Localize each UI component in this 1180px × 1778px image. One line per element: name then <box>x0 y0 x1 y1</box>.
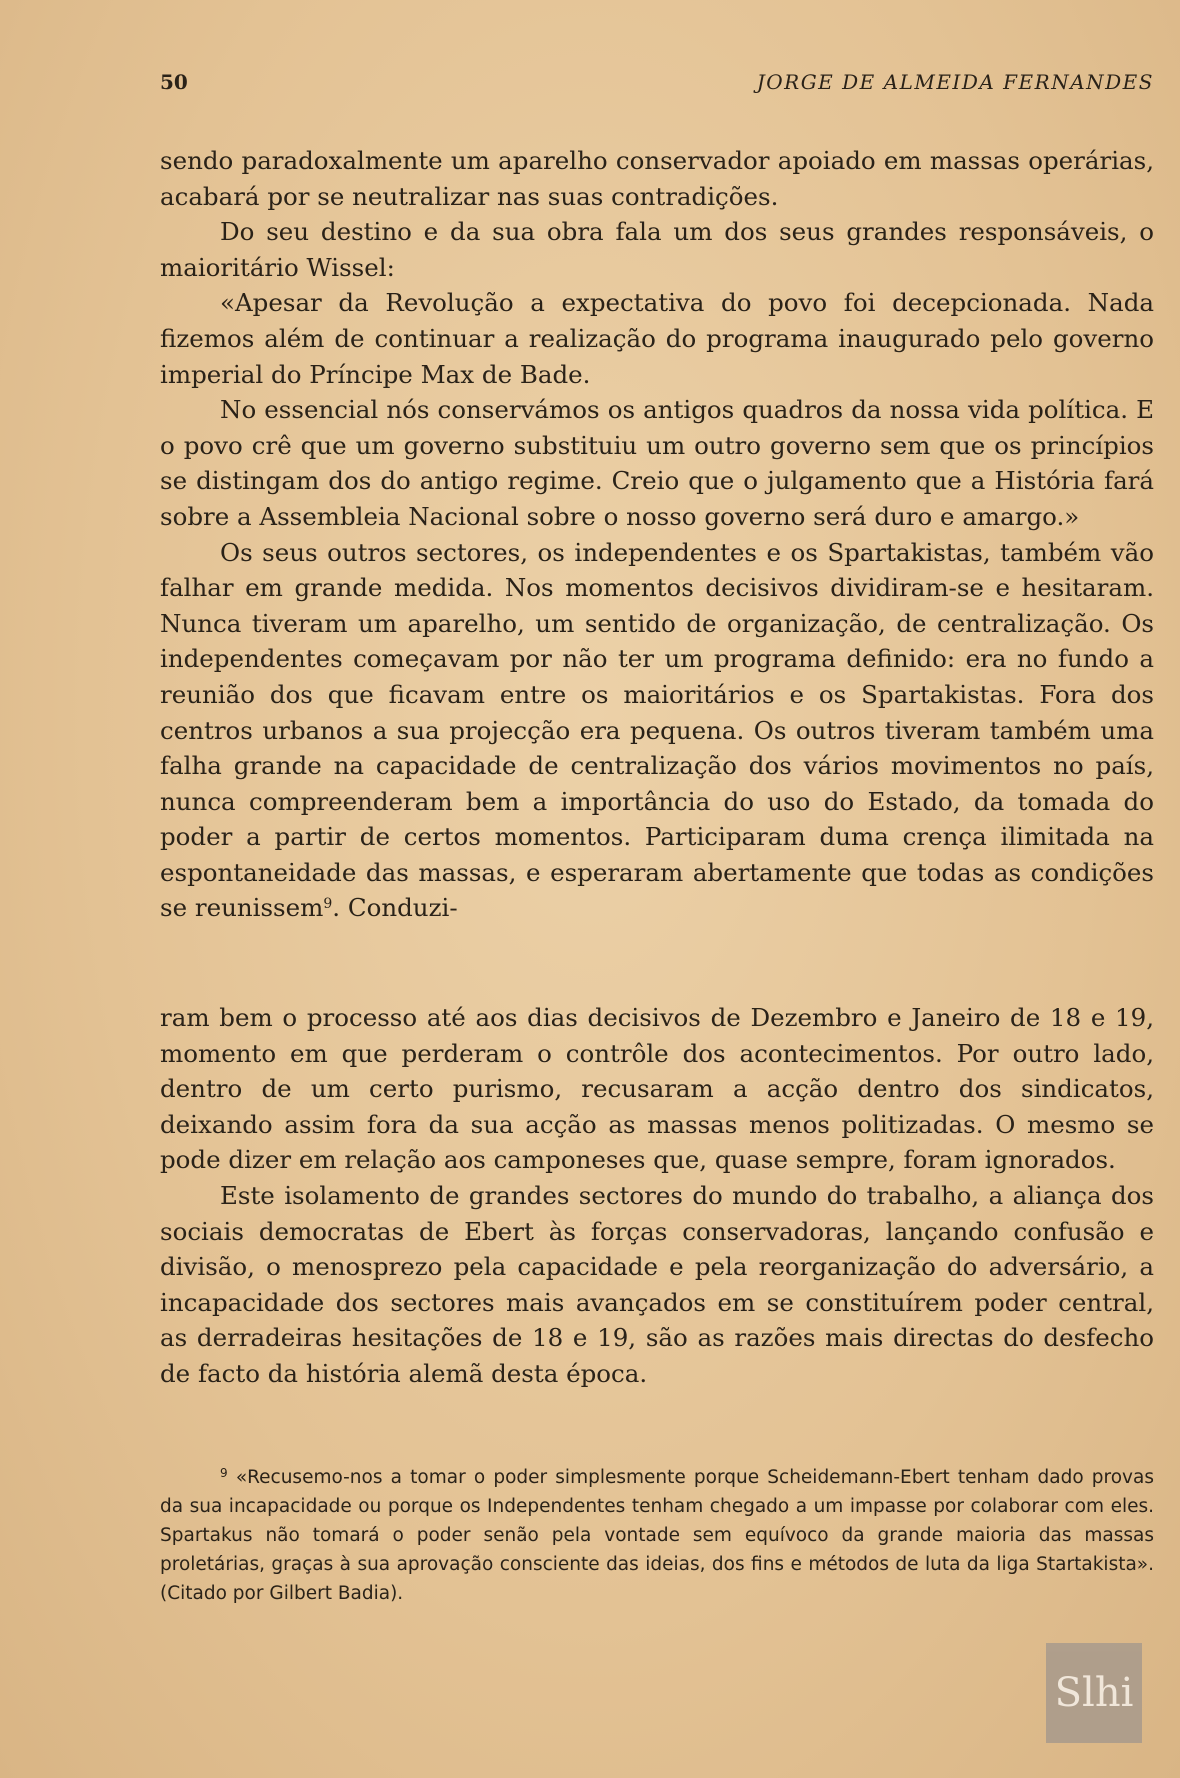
body-text-top <box>160 143 1154 926</box>
paragraph: sendo paradoxalmente um aparelho conservador apoiado em massas operárias, acabará por se neutralizar nas suas contradições. <box>160 146 1154 211</box>
library-watermark-logo <box>1046 1643 1142 1743</box>
footnote-reference: 9 <box>323 896 333 913</box>
paragraph: Do seu destino e da sua obra fala um dos seus grandes responsáveis, o maioritário Wissel: <box>160 217 1154 282</box>
paragraph: ram bem o processo até aos dias decisivos de Dezembro e Janeiro de 18 e 19, momento em que perderam o contrôle dos acontecimentos. Por outro lado, dentro de um certo purismo, recusaram a acção dentro dos sindicatos, deixando assim fora da sua acção as massas menos politizadas. O mesmo se pode dizer em relação aos camponeses que, quase sempre, foram ignorados. <box>160 1003 1154 1175</box>
paragraph <box>160 535 1154 927</box>
paragraph: No essencial nós conservámos os antigos quadros da nossa vida política. E o povo crê que um governo substituiu um outro governo sem que os princípios se distingam dos do antigo regime. Creio que o julgamento que a História fará sobre a Assembleia Nacional sobre o nosso governo será duro e amargo.» <box>160 395 1154 531</box>
body-text-bottom <box>160 1000 1154 1392</box>
paragraph-text: Os seus outros sectores, os independentes e os Spartakistas, também vão falhar em grande medida. Nos momentos decisivos dividiram-se e hesitaram. Nunca tiveram um aparelho, um sentido de organização, de centralização. Os independentes começavam por não ter um programa definido: era no fundo a reunião dos que ficavam entre os maioritários e os Spartakistas. Fora dos centros urbanos a sua projecção era pequena. Os outros tiveram também uma falha grande na capacidade de centralização dos vários movimentos no país, nunca compreenderam bem a importância do uso do Estado, da tomada do poder a partir de certos momentos. Participaram duma crença ilimitada na espontaneidade das massas, e esperaram abertamente que todas as condições se reunissem <box>160 537 1154 923</box>
footnote <box>160 1463 1154 1608</box>
paragraph: Este isolamento de grandes sectores do mundo do trabalho, a aliança dos sociais democratas de Ebert às forças conservadoras, lançando confusão e divisão, o menosprezo pela capacidade e pela reorganização do adversário, a incapacidade dos sectores mais avançados em se constituírem poder central, as derradeiras hesitações de 18 e 19, são as razões mais directas do desfecho de facto da história alemã desta época. <box>160 1180 1154 1388</box>
running-head <box>160 70 1154 100</box>
paragraph: «Apesar da Revolução a expectativa do povo foi decepcionada. Nada fizemos além de continuar a realização do programa inaugurado pelo governo imperial do Príncipe Max de Bade. <box>160 288 1154 389</box>
footnote-text: «Recusemo-nos a tomar o poder simplesmente porque Scheidemann-Ebert tenham dado provas da sua incapacidade ou porque os Independentes tenham chegado a um impasse por colaborar com eles. Spartakus não tomará o poder senão pela vontade sem equívoco da grande maioria das massas proletárias, graças à sua aprovação consciente das ideias, dos fins e métodos de luta da liga Startakista». (Citado por Gilbert Badia). <box>160 1467 1154 1604</box>
running-head-author: JORGE DE ALMEIDA FERNANDES <box>756 70 1154 94</box>
watermark-text: Slhi <box>1054 1670 1134 1716</box>
footnote-paragraph <box>160 1463 1154 1608</box>
footnote-marker: 9 <box>220 1466 228 1480</box>
page-number: 50 <box>160 70 188 94</box>
paragraph-text-continued: . Conduzi- <box>332 893 458 923</box>
